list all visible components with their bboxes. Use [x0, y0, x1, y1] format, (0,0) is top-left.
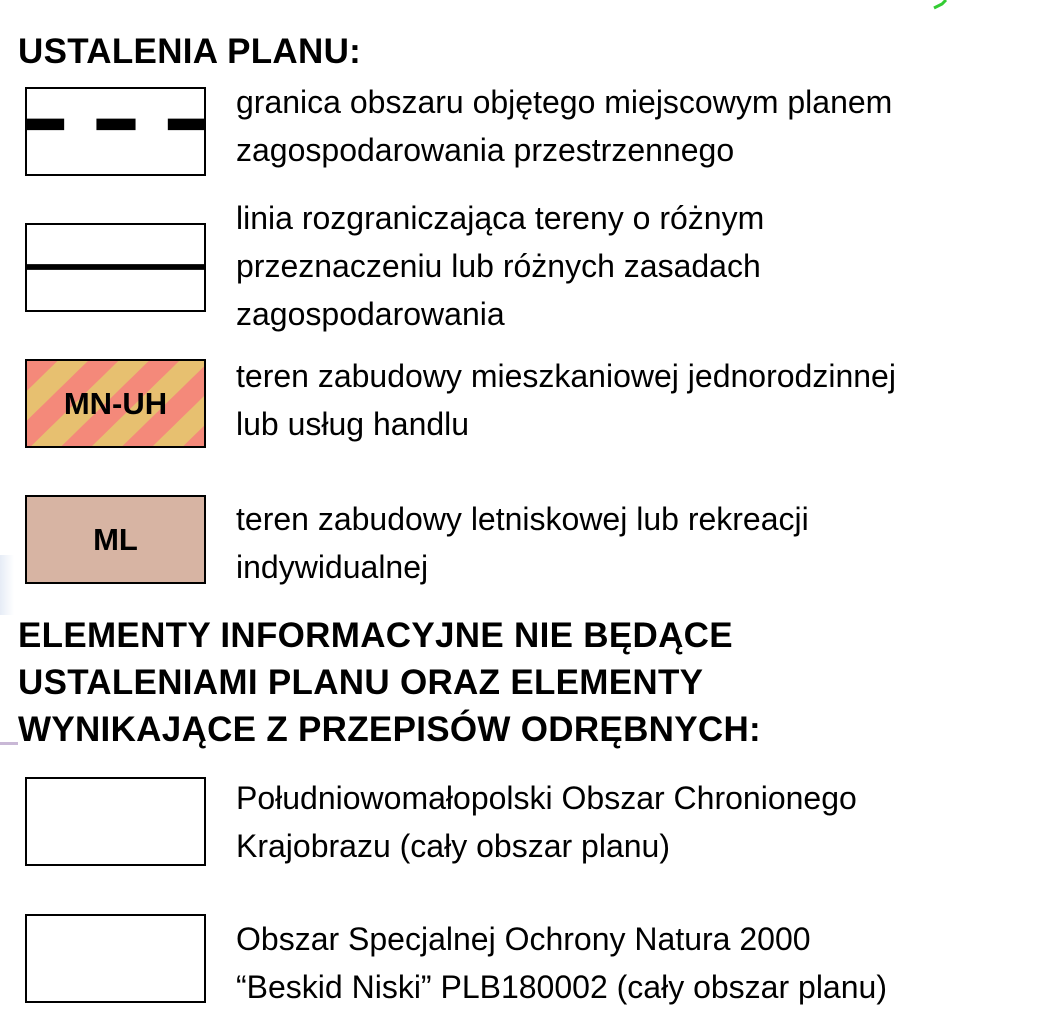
desc-mn-uh: [236, 352, 896, 448]
desc-demarcation: [236, 194, 764, 338]
desc-line: zagospodarowania przestrzennego: [236, 132, 735, 168]
desc-natura-2000: [236, 915, 887, 1011]
symbol-dashed-boundary: [25, 87, 206, 176]
desc-line: przeznaczeniu lub różnych zasadach: [236, 248, 761, 284]
green-mark-fragment: [930, 0, 950, 12]
edge-smudge: [0, 555, 14, 615]
heading-info: [18, 612, 761, 753]
desc-ml: [236, 495, 809, 591]
symbol-empty-box: [25, 914, 206, 1003]
heading-plan: USTALENIA PLANU:: [18, 32, 362, 71]
desc-line: linia rozgraniczająca tereny o różnym: [236, 200, 765, 236]
area-code-mn-uh: MN-UH: [63, 385, 168, 421]
desc-line: “Beskid Niski” PLB180002 (cały obszar planu): [236, 969, 887, 1005]
desc-line: teren zabudowy mieszkaniowej jednorodzinnej: [236, 358, 896, 394]
desc-line: Południowomałopolski Obszar Chronionego: [236, 780, 857, 816]
desc-line: indywidualnej: [236, 549, 429, 585]
heading-info-line: ELEMENTY INFORMACYJNE NIE BĘDĄCE: [18, 616, 733, 655]
desc-line: zagospodarowania: [236, 296, 505, 332]
desc-landscape-area: [236, 774, 857, 870]
symbol-empty-box: [25, 777, 206, 866]
desc-boundary: [236, 78, 892, 174]
symbol-solid-line: [25, 223, 206, 312]
desc-line: teren zabudowy letniskowej lub rekreacji: [236, 501, 809, 537]
edge-line: [0, 742, 18, 745]
area-code-ml: ML: [93, 521, 138, 557]
desc-line: Obszar Specjalnej Ochrony Natura 2000: [236, 921, 811, 957]
desc-line: lub usług handlu: [236, 406, 470, 442]
symbol-ml: [25, 495, 206, 584]
desc-line: granica obszaru objętego miejscowym planem: [236, 84, 893, 120]
heading-info-line: USTALENIAMI PLANU ORAZ ELEMENTY: [18, 663, 704, 702]
desc-line: Krajobrazu (cały obszar planu): [236, 828, 670, 864]
symbol-mn-uh: [25, 359, 206, 448]
heading-info-line: WYNIKAJĄCE Z PRZEPISÓW ODRĘBNYCH:: [18, 710, 761, 749]
